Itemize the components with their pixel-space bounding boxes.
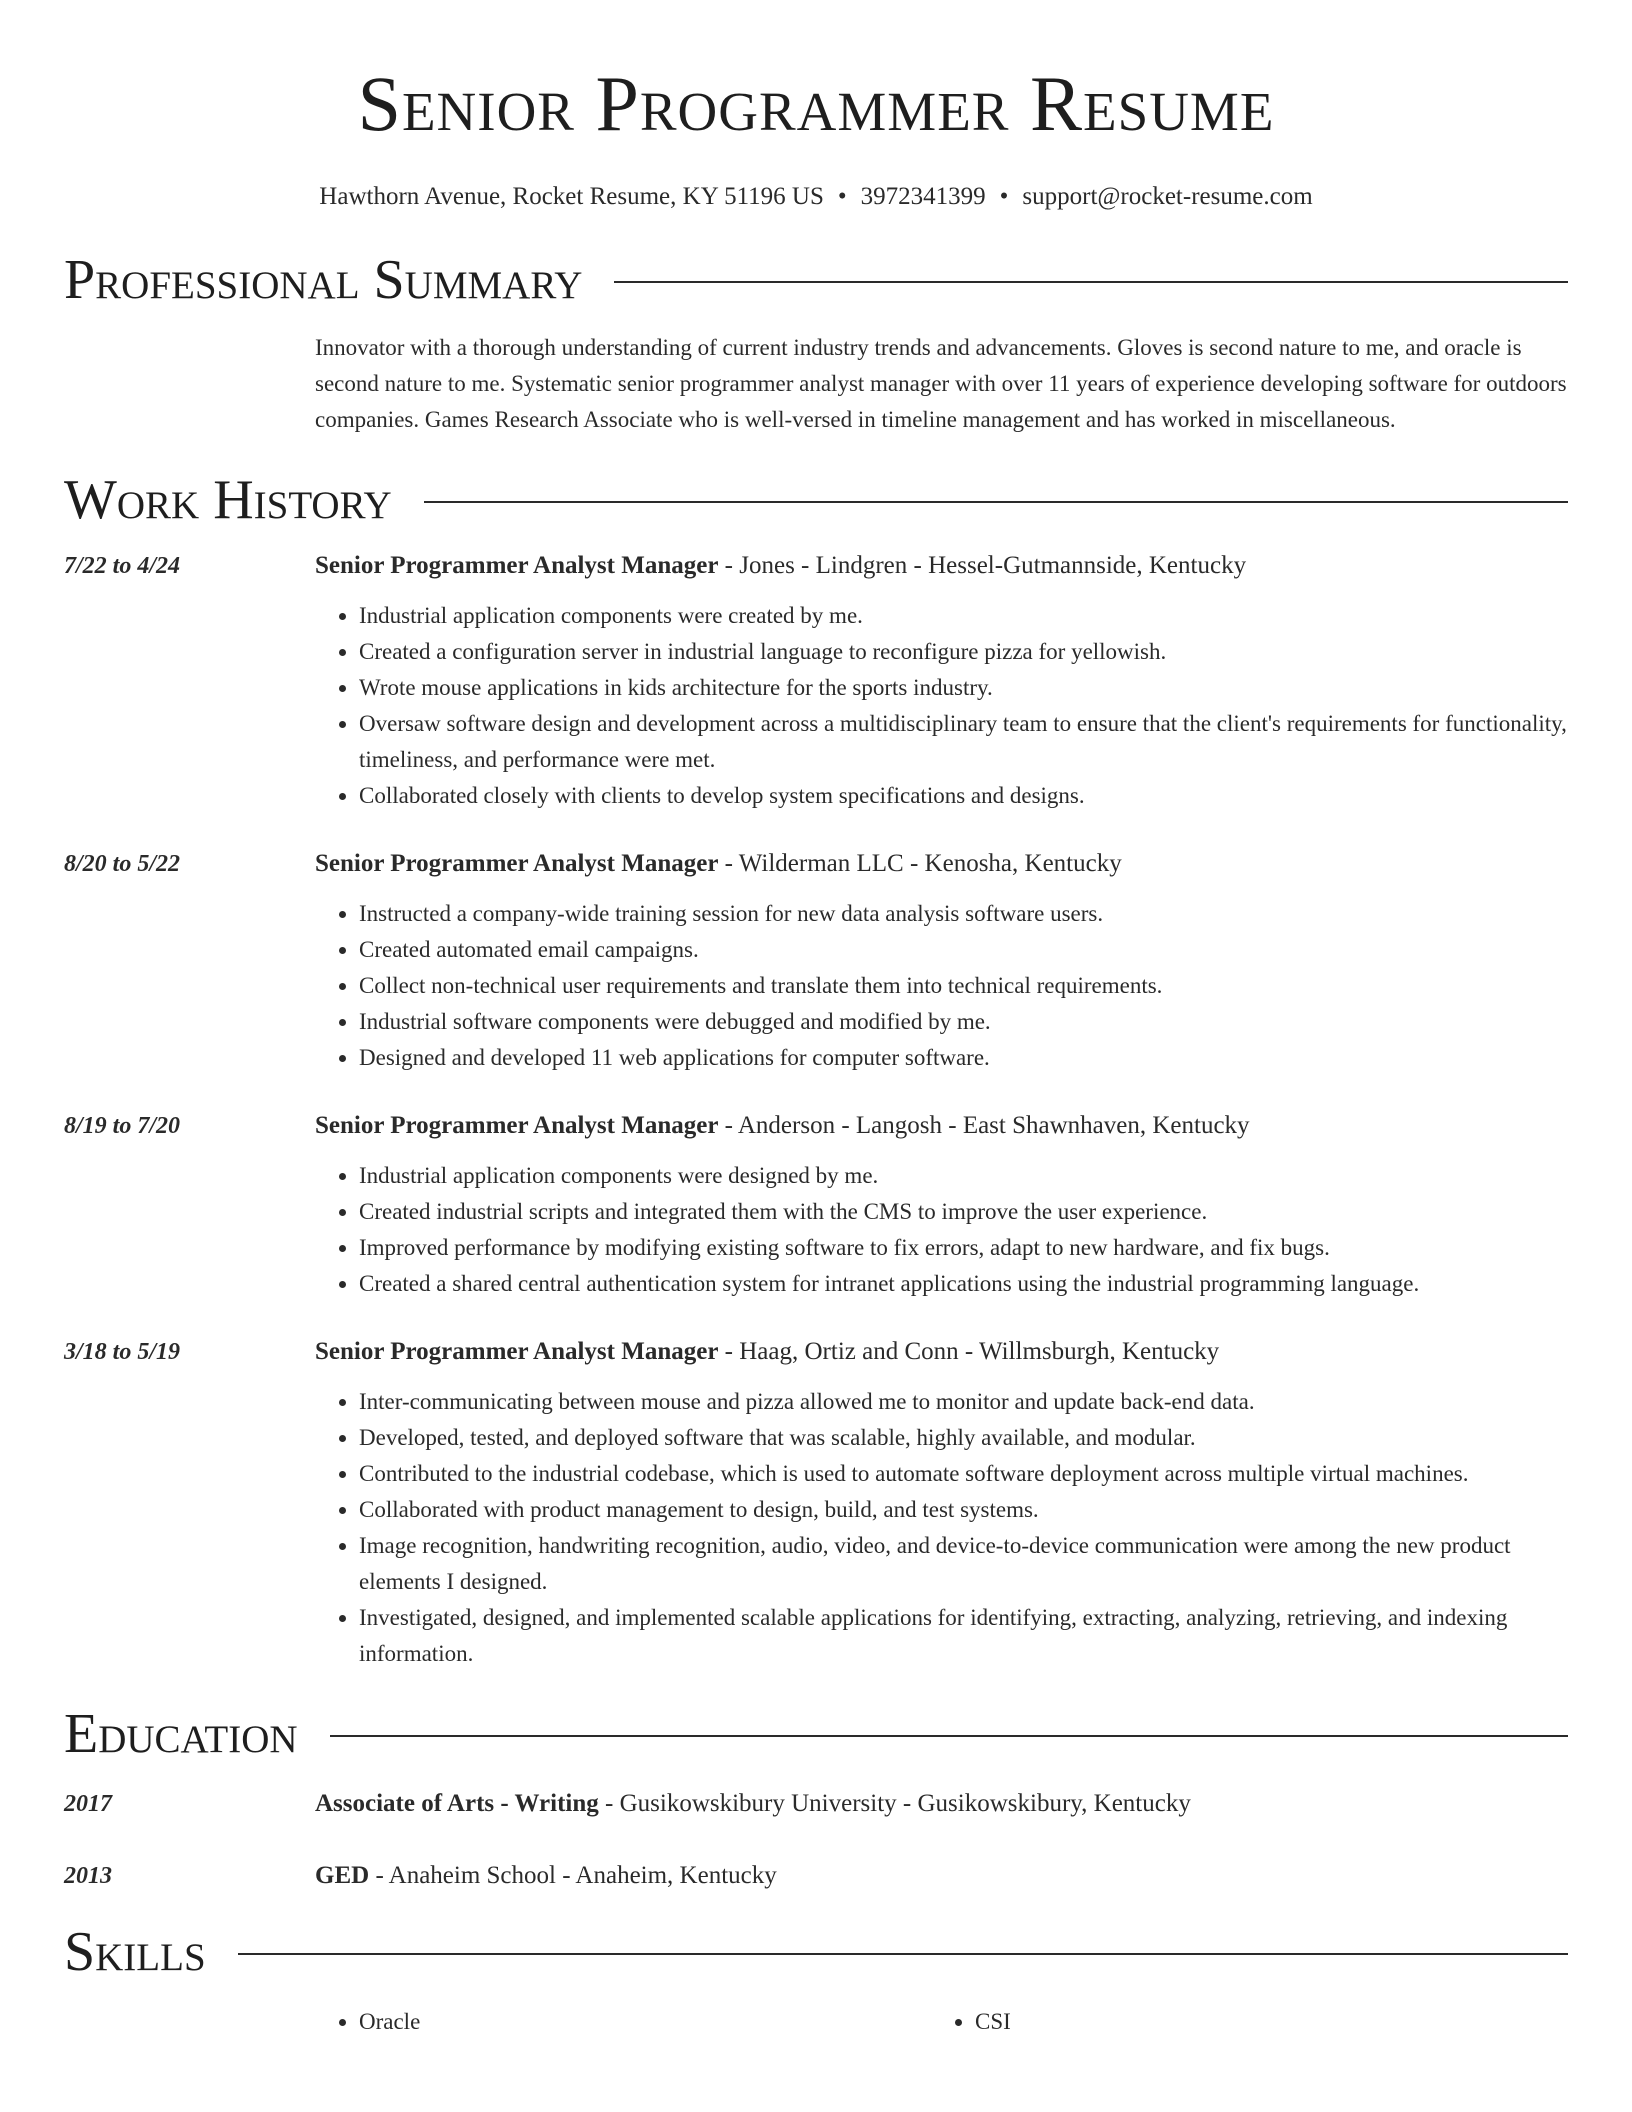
job-bullet: • Collaborated with product management to design, build, and test systems. [359,1492,1568,1528]
job-entry [64,548,1568,814]
work-heading: Work History [64,469,392,531]
education-degree: GED [315,1862,370,1889]
job-bullet: • Inter-communicating between mouse and pizza allowed me to monitor and update back-end data. [359,1384,1568,1420]
job-bullet: • Investigated, designed, and implemented scalable applications for identifying, extracting, analyzing, retrieving, and indexing information. [359,1600,1568,1672]
job-bullet: • Industrial application components were designed by me. [359,1158,1568,1194]
job-heading [315,1108,1568,1144]
job-employer-location: - Haag, Ortiz and Conn - Willmsburgh, Kentucky [718,1338,1220,1365]
education-section-header [64,1702,1568,1766]
job-bullet: • Created industrial scripts and integrated them with the CMS to improve the user experience. [359,1194,1568,1230]
job-title: Senior Programmer Analyst Manager [315,1338,719,1365]
job-dates: 8/20 to 5/22 [64,851,181,877]
summary-text: Innovator with a thorough understanding of current industry trends and advancements. Gloves is second nature to me, and oracle is second nature to me. Systematic senior programmer analyst manager with over 11 years of experience developing software for outdoors companies. Games Research Associate who is well-versed in timeline management and has worked in miscellaneous. [315,335,1567,432]
job-bullet: • Created automated email campaigns. [359,932,1568,968]
education-degree: Associate of Arts - Writing [315,1790,599,1817]
job-entry [64,1334,1568,1672]
skills-column [931,2004,1547,2040]
job-entry [64,1108,1568,1302]
job-bullet: • Wrote mouse applications in kids architecture for the sports industry. [359,670,1568,706]
job-title: Senior Programmer Analyst Manager [315,850,719,877]
job-bullet: • Developed, tested, and deployed software that was scalable, highly available, and modular. [359,1420,1568,1456]
job-bullet: • Contributed to the industrial codebase, which is used to automate software deployment across multiple virtual machines. [359,1456,1568,1492]
section-divider [614,281,1568,283]
skills-heading: Skills [64,1921,206,1983]
job-title: Senior Programmer Analyst Manager [315,1112,719,1139]
job-bullet: • Created a configuration server in industrial language to reconfigure pizza for yellowish. [359,634,1568,670]
job-employer-location: - Wilderman LLC - Kenosha, Kentucky [718,850,1122,877]
job-bullet: • Designed and developed 11 web applications for computer software. [359,1040,1568,1076]
skill-item: • Oracle [359,2004,931,2040]
job-bullet: • Improved performance by modifying existing software to fix errors, adapt to new hardware, and fix bugs. [359,1230,1568,1266]
skills-column [315,2004,931,2040]
job-bullet-list [315,598,1568,814]
work-history-list [64,548,1568,1672]
education-year: 2017 [64,1791,112,1817]
job-body [315,846,1568,1076]
job-entry [64,846,1568,1076]
education-list [64,1786,1568,1894]
job-heading [315,846,1568,882]
education-details [315,1786,1568,1822]
job-bullet: • Created a shared central authentication system for intranet applications using the industrial programming language. [359,1266,1568,1302]
job-dates: 8/19 to 7/20 [64,1113,181,1139]
job-bullet: • Industrial application components were created by me. [359,598,1568,634]
job-heading [315,1334,1568,1370]
resume-title: Senior Programmer Resume [357,60,1275,147]
work-section-header [64,468,1568,532]
job-bullet: • Instructed a company-wide training session for new data analysis software users. [359,896,1568,932]
job-bullet: • Image recognition, handwriting recognition, audio, video, and device-to-device communication were among the new product elements I designed. [359,1528,1568,1600]
job-body [315,1334,1568,1672]
job-dates: 7/22 to 4/24 [64,553,181,579]
job-bullet-list [315,1158,1568,1302]
job-employer-location: - Jones - Lindgren - Hessel-Gutmannside, Kentucky [718,552,1247,579]
job-dates: 3/18 to 5/19 [64,1339,181,1365]
contact-email: support@rocket-resume.com [1022,183,1313,210]
education-details [315,1858,1568,1894]
job-bullet-list [315,896,1568,1076]
contact-phone: 3972341399 [860,183,986,210]
skills-section-header [64,1920,1568,1984]
section-divider [330,1735,1568,1737]
education-heading: Education [64,1703,298,1765]
section-divider [424,501,1568,503]
summary-section-header [64,248,1568,312]
resume-page [64,0,1568,2040]
job-bullet: • Collaborated closely with clients to develop system specifications and designs. [359,778,1568,814]
job-bullet: • Oversaw software design and development across a multidisciplinary team to ensure that the client's requirements for functionality, timeliness, and performance were met. [359,706,1568,778]
job-employer-location: - Anderson - Langosh - East Shawnhaven, Kentucky [718,1112,1250,1139]
contact-line [64,180,1568,214]
job-bullet: • Industrial software components were debugged and modified by me. [359,1004,1568,1040]
job-heading [315,548,1568,584]
contact-separator: • [999,183,1009,210]
skill-item: • CSI [975,2004,1547,2040]
skills-list [315,2004,1568,2040]
education-entry [64,1786,1568,1822]
education-school-location: - Anaheim School - Anaheim, Kentucky [369,1862,777,1889]
job-body [315,1108,1568,1302]
contact-address: Hawthorn Avenue, Rocket Resume, KY 51196 US [319,183,824,210]
education-year: 2013 [64,1863,112,1889]
job-title: Senior Programmer Analyst Manager [315,552,719,579]
education-school-location: - Gusikowskibury University - Gusikowskibury, Kentucky [598,1790,1191,1817]
contact-separator: • [837,183,847,210]
education-entry [64,1858,1568,1894]
job-bullet-list [315,1384,1568,1672]
summary-heading: Professional Summary [64,249,583,311]
section-divider [238,1953,1568,1955]
job-bullet: • Collect non-technical user requirements and translate them into technical requirements. [359,968,1568,1004]
job-body [315,548,1568,814]
